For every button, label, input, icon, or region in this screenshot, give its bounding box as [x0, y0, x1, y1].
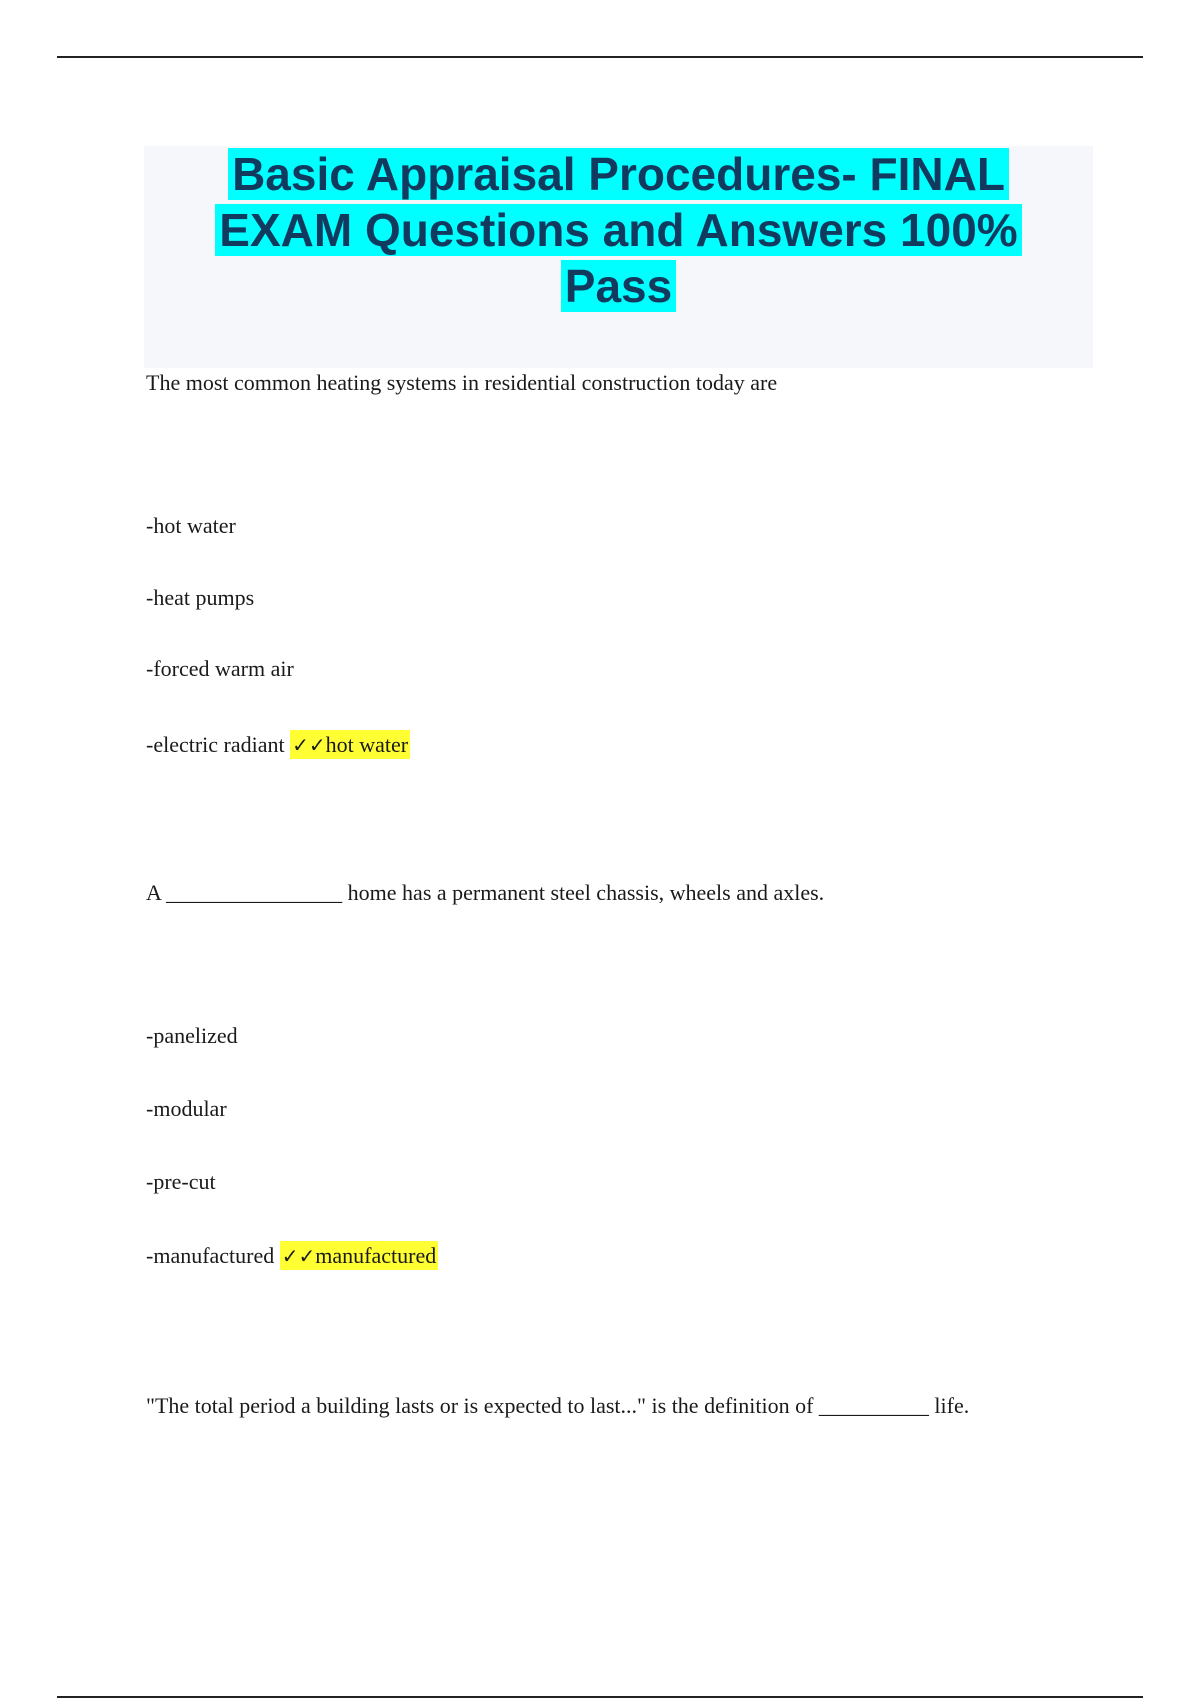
question-2-option-4: -manufactured [146, 1243, 275, 1268]
title-block [144, 146, 1093, 368]
question-1-prompt: The most common heating systems in residential construction today are [146, 370, 778, 395]
question-2-option-1: -panelized [146, 1023, 238, 1048]
question-1-option-2: -heat pumps [146, 585, 255, 610]
title-line-3: Pass [561, 260, 676, 312]
top-rule [57, 56, 1143, 58]
check-mark-icon: ✓✓ [281, 1244, 316, 1268]
question-1-option-4: -electric radiant [146, 732, 285, 757]
title-line-1: Basic Appraisal Procedures- FINAL [228, 148, 1009, 200]
title-line-2: EXAM Questions and Answers 100% [215, 204, 1021, 256]
question-3-prompt: "The total period a building lasts or is expected to last..." is the definition of __________ life. [146, 1393, 970, 1418]
question-2-prompt: A ________________ home has a permanent steel chassis, wheels and axles. [146, 880, 825, 905]
question-2-option-2: -modular [146, 1096, 227, 1121]
bottom-rule [57, 1696, 1143, 1698]
question-2-answer-text: manufactured [315, 1243, 437, 1268]
question-1-option-1: -hot water [146, 513, 236, 538]
question-2-answer [280, 1241, 438, 1270]
check-mark-icon: ✓✓ [292, 733, 326, 757]
question-2-option-4-row [146, 1242, 438, 1270]
question-1-answer [290, 730, 410, 759]
page-title [144, 146, 1093, 314]
question-1-option-3: -forced warm air [146, 656, 294, 681]
question-2-option-3: -pre-cut [146, 1169, 216, 1194]
question-1-answer-text: hot water [325, 732, 409, 757]
question-1-option-4-row [146, 731, 410, 759]
